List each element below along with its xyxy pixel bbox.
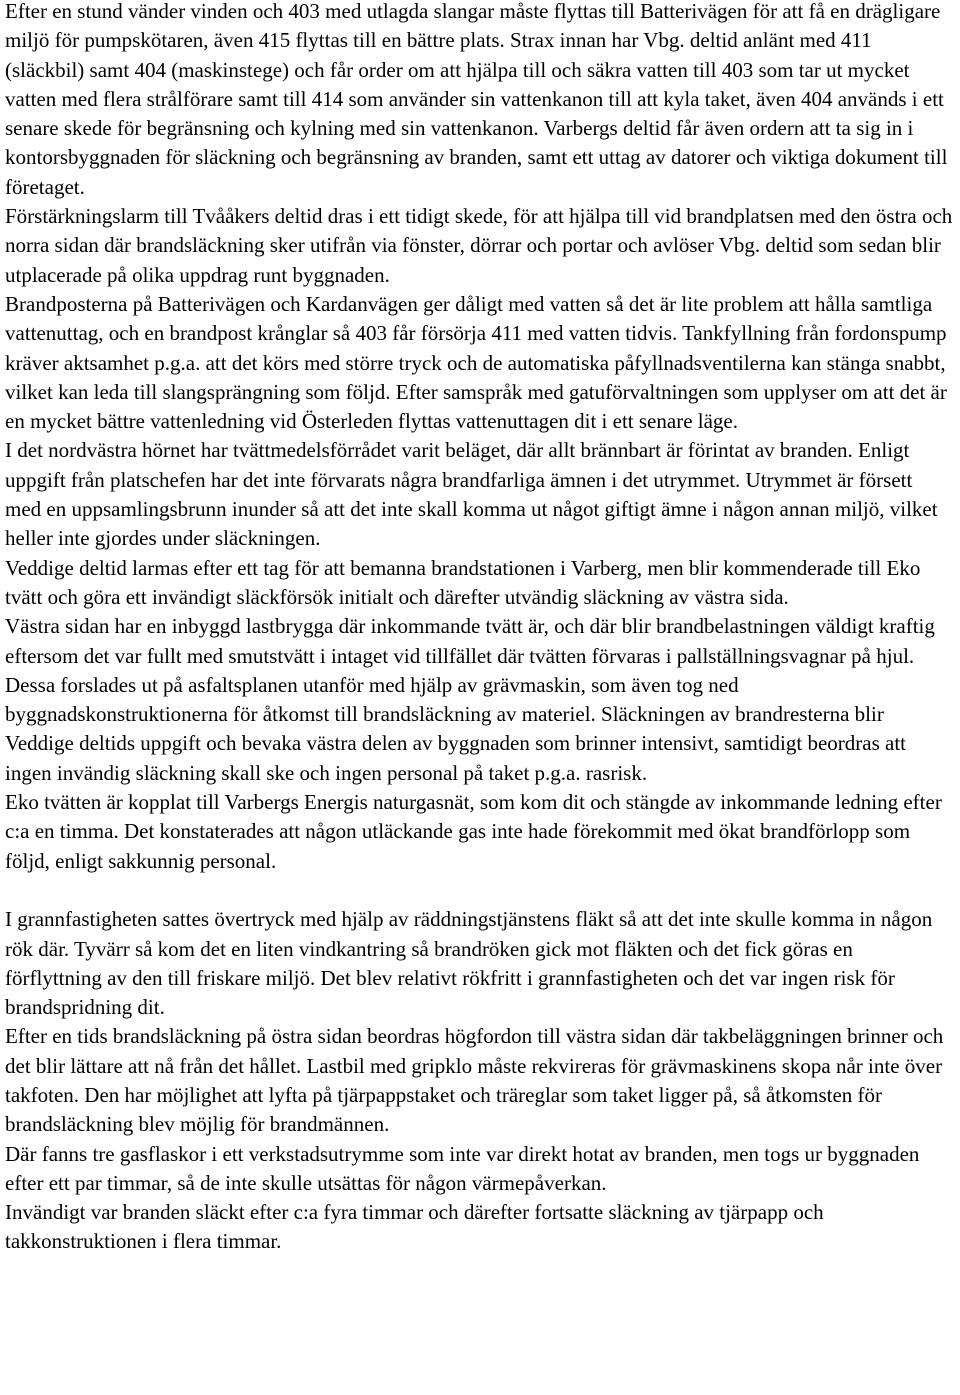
document-body — [5, 0, 953, 1257]
paragraph-4: I det nordvästra hörnet har tvättmedelsförrådet varit beläget, där allt brännbart är förintat av branden. Enligt uppgift från platschefen har det inte förvarats några brandfarliga ämnen i det utrymmet. Utrymmet är försett med en uppsamlingsbrunn inunder så att det inte skall komma ut något giftigt ämne i någon annan miljö, vilket heller inte gjordes under släckningen. — [5, 438, 938, 551]
paragraph-5: Veddige deltid larmas efter ett tag för att bemanna brandstationen i Varberg, men blir kommenderade till Eko tvätt och göra ett invändigt släckförsök initialt och därefter utvändig släckning av västra sida. — [5, 555, 921, 609]
paragraph-7: Eko tvätten är kopplat till Varbergs Energis naturgasnät, som kom dit och stängde av inkommande ledning efter c:a en timma. Det konstaterades att någon utläckande gas inte hade förekommit med ökat brandförlopp som följd, enligt sakkunnig personal. — [5, 790, 942, 873]
paragraph-2: Förstärkningslarm till Tvååkers deltid dras i ett tidigt skede, för att hjälpa till vid brandplatsen med den östra och norra sidan där brandsläckning sker utifrån via fönster, dörrar och portar och avlöser Vbg. deltid som sedan blir utplacerade på olika uppdrag runt byggnaden. — [5, 204, 953, 287]
paragraph-10: Där fanns tre gasflaskor i ett verkstadsutrymme som inte var direkt hotat av branden, men togs ur byggnaden efter ett par timmar, så de inte skulle utsättas för någon värmepåverkan. — [5, 1141, 920, 1195]
paragraph-3: Brandposterna på Batterivägen och Kardanvägen ger dåligt med vatten så det är lite problem att hålla samtliga vattenuttag, och en brandpost krånglar så 403 får försörja 411 med vatten tidvis. Tankfyllning från fordonspump kräver aktsamhet p.g.a. att det körs med större tryck och de automatiska påfyllnadsventilerna kan stänga snabbt, vilket kan leda till slangsprängning som följd. Efter samspråk med gatuförvaltningen som upplyser om att det är en mycket bättre vattenledning vid Österleden flyttas vattenuttagen dit i ett senare läge. — [5, 291, 947, 434]
paragraph-11: Invändigt var branden släckt efter c:a fyra timmar och därefter fortsatte släckning av tjärpapp och takkonstruktionen i flera timmar. — [5, 1200, 824, 1254]
paragraph-6: Västra sidan har en inbyggd lastbrygga där inkommande tvätt är, och där blir brandbelastningen väldigt kraftig eftersom det var fullt med smutstvätt i intaget vid tillfället där tvätten förvaras i pallställningsvagnar på hjul. Dessa forslades ut på asfaltsplanen utanför med hjälp av grävmaskin, som även tog ned byggnadskonstruktionerna för åtkomst till brandsläckning av materiel. Släckningen av brandresterna blir Veddige deltids uppgift och bevaka västra delen av byggnaden som brinner intensivt, samtidigt beordras att ingen invändig släckning skall ske och ingen personal på taket p.g.a. rasrisk. — [5, 614, 935, 785]
paragraph-1: Efter en stund vänder vinden och 403 med utlagda slangar måste flyttas till Batterivägen för att få en drägligare miljö för pumpskötaren, även 415 flyttas till en bättre plats. Strax innan har Vbg. deltid anlänt med 411 (släckbil) samt 404 (maskinstege) och får order om att hjälpa till och säkra vatten till 403 som tar ut mycket vatten med flera strålförare samt till 414 som använder sin vattenkanon till att kyla taket, även 404 används i ett senare skede för begränsning och kylning med sin vattenkanon. Varbergs deltid får även ordern att ta sig in i kontorsbyggnaden för släckning och begränsning av branden, samt ett uttag av datorer och viktiga dokument till företaget. — [5, 0, 948, 199]
paragraph-9: Efter en tids brandsläckning på östra sidan beordras högfordon till västra sidan där takbeläggningen brinner och det blir lättare att nå från det hållet. Lastbil med gripklo måste rekvireras för grävmaskinens skopa når inte över takfoten. Den har möjlighet att lyfta på tjärpappstaket och träreglar som taket ligger på, så åtkomsten för brandsläckning blev möjlig för brandmännen. — [5, 1024, 944, 1137]
paragraph-8: I grannfastigheten sattes övertryck med hjälp av räddningstjänstens fläkt så att det inte skulle komma in någon rök där. Tyvärr så kom det en liten vindkantring så brandröken gick mot fläkten och det fick göras en förflyttning av den till friskare miljö. Det blev relativt rökfritt i grannfastigheten och det var ingen risk för brandspridning dit. — [5, 907, 933, 1020]
